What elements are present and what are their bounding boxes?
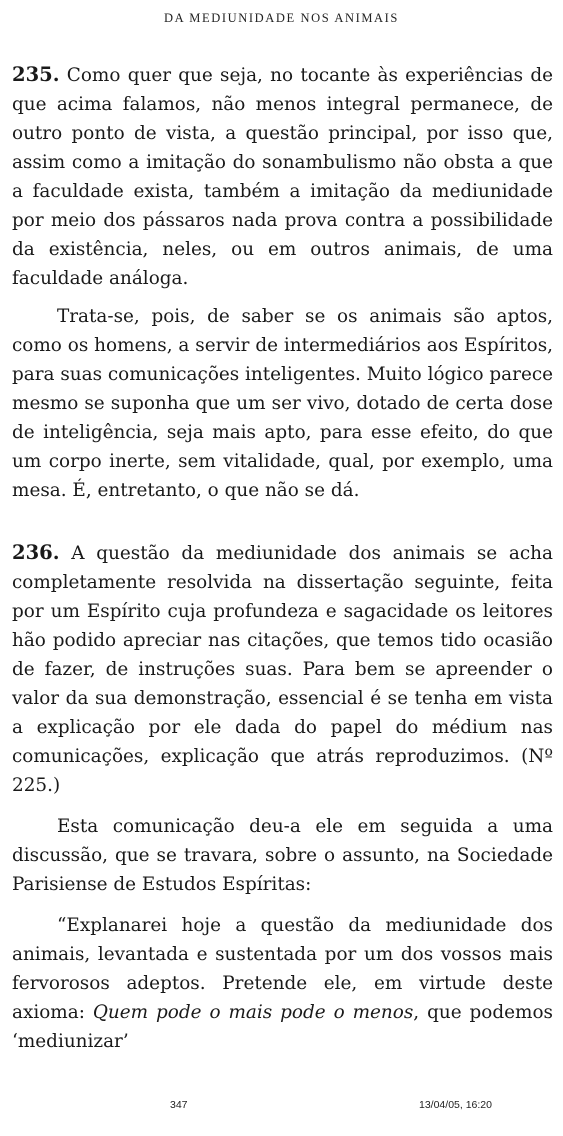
item-number: 235.	[12, 63, 60, 86]
paragraph-text: Como quer que seja, no tocante às experiências de que acima falamos, não menos integral permanece, de outro ponto de vista, a questão principal, por isso que, assim como a imitação do sonambulismo não obsta a que a faculdade exista, também a imitação da mediunidade por meio dos pássaros nada prova contra a possibilidade da existência, neles, ou em outros animais, de uma faculdade análoga.	[12, 65, 553, 289]
print-timestamp: 13/04/05, 16:20	[419, 1099, 492, 1111]
paragraph-text: A questão da mediunidade dos animais se acha completamente resolvida na dissertação seguinte, feita por um Espírito cuja profundeza e sagacidade os leitores hão podido apreciar nas citações, que temos tido ocasião de fazer, de instruções suas. Para bem se apreender o valor da sua demonstração, essencial é se tenha em vista a explicação por ele dada do papel do médium nas comunicações, explicação que atrás reproduzimos. (Nº 225.)	[12, 543, 553, 796]
paragraph-236-quote	[12, 911, 553, 1056]
running-title: DA MEDIUNIDADE NOS ANIMAIS	[163, 11, 399, 25]
page-body	[12, 60, 553, 1056]
page-number: 347	[170, 1099, 188, 1111]
paragraph-236-intro: Esta comunicação deu-a ele em seguida a uma discussão, que se travara, sobre o assunto, na Sociedade Parisiense de Estudos Espíritas:	[12, 816, 553, 895]
quote-text: “Explanarei hoje a questão da mediunidade dos animais, levantada e sustentada por um dos vossos mais fervorosos adeptos. Pretende ele, em virtude deste axioma:	[12, 915, 553, 1023]
paragraph-235-continued: Trata-se, pois, de saber se os animais são aptos, como os homens, a servir de intermediários aos Espíritos, para suas comunicações inteligentes. Muito lógico parece mesmo se suponha que um ser vivo, dotado de certa dose de inteligência, seja mais apto, para esse efeito, do que um corpo inerte, sem vitalidade, qual, por exemplo, uma mesa. É, entretanto, o que não se dá.	[12, 306, 554, 501]
paragraph-235	[12, 60, 553, 293]
paragraph-236	[12, 538, 553, 800]
quote-text-end: , que podemos ‘mediunizar’	[12, 1002, 553, 1052]
item-number: 236.	[12, 541, 60, 564]
axiom-italic: Quem pode o mais pode o menos	[92, 1002, 414, 1023]
